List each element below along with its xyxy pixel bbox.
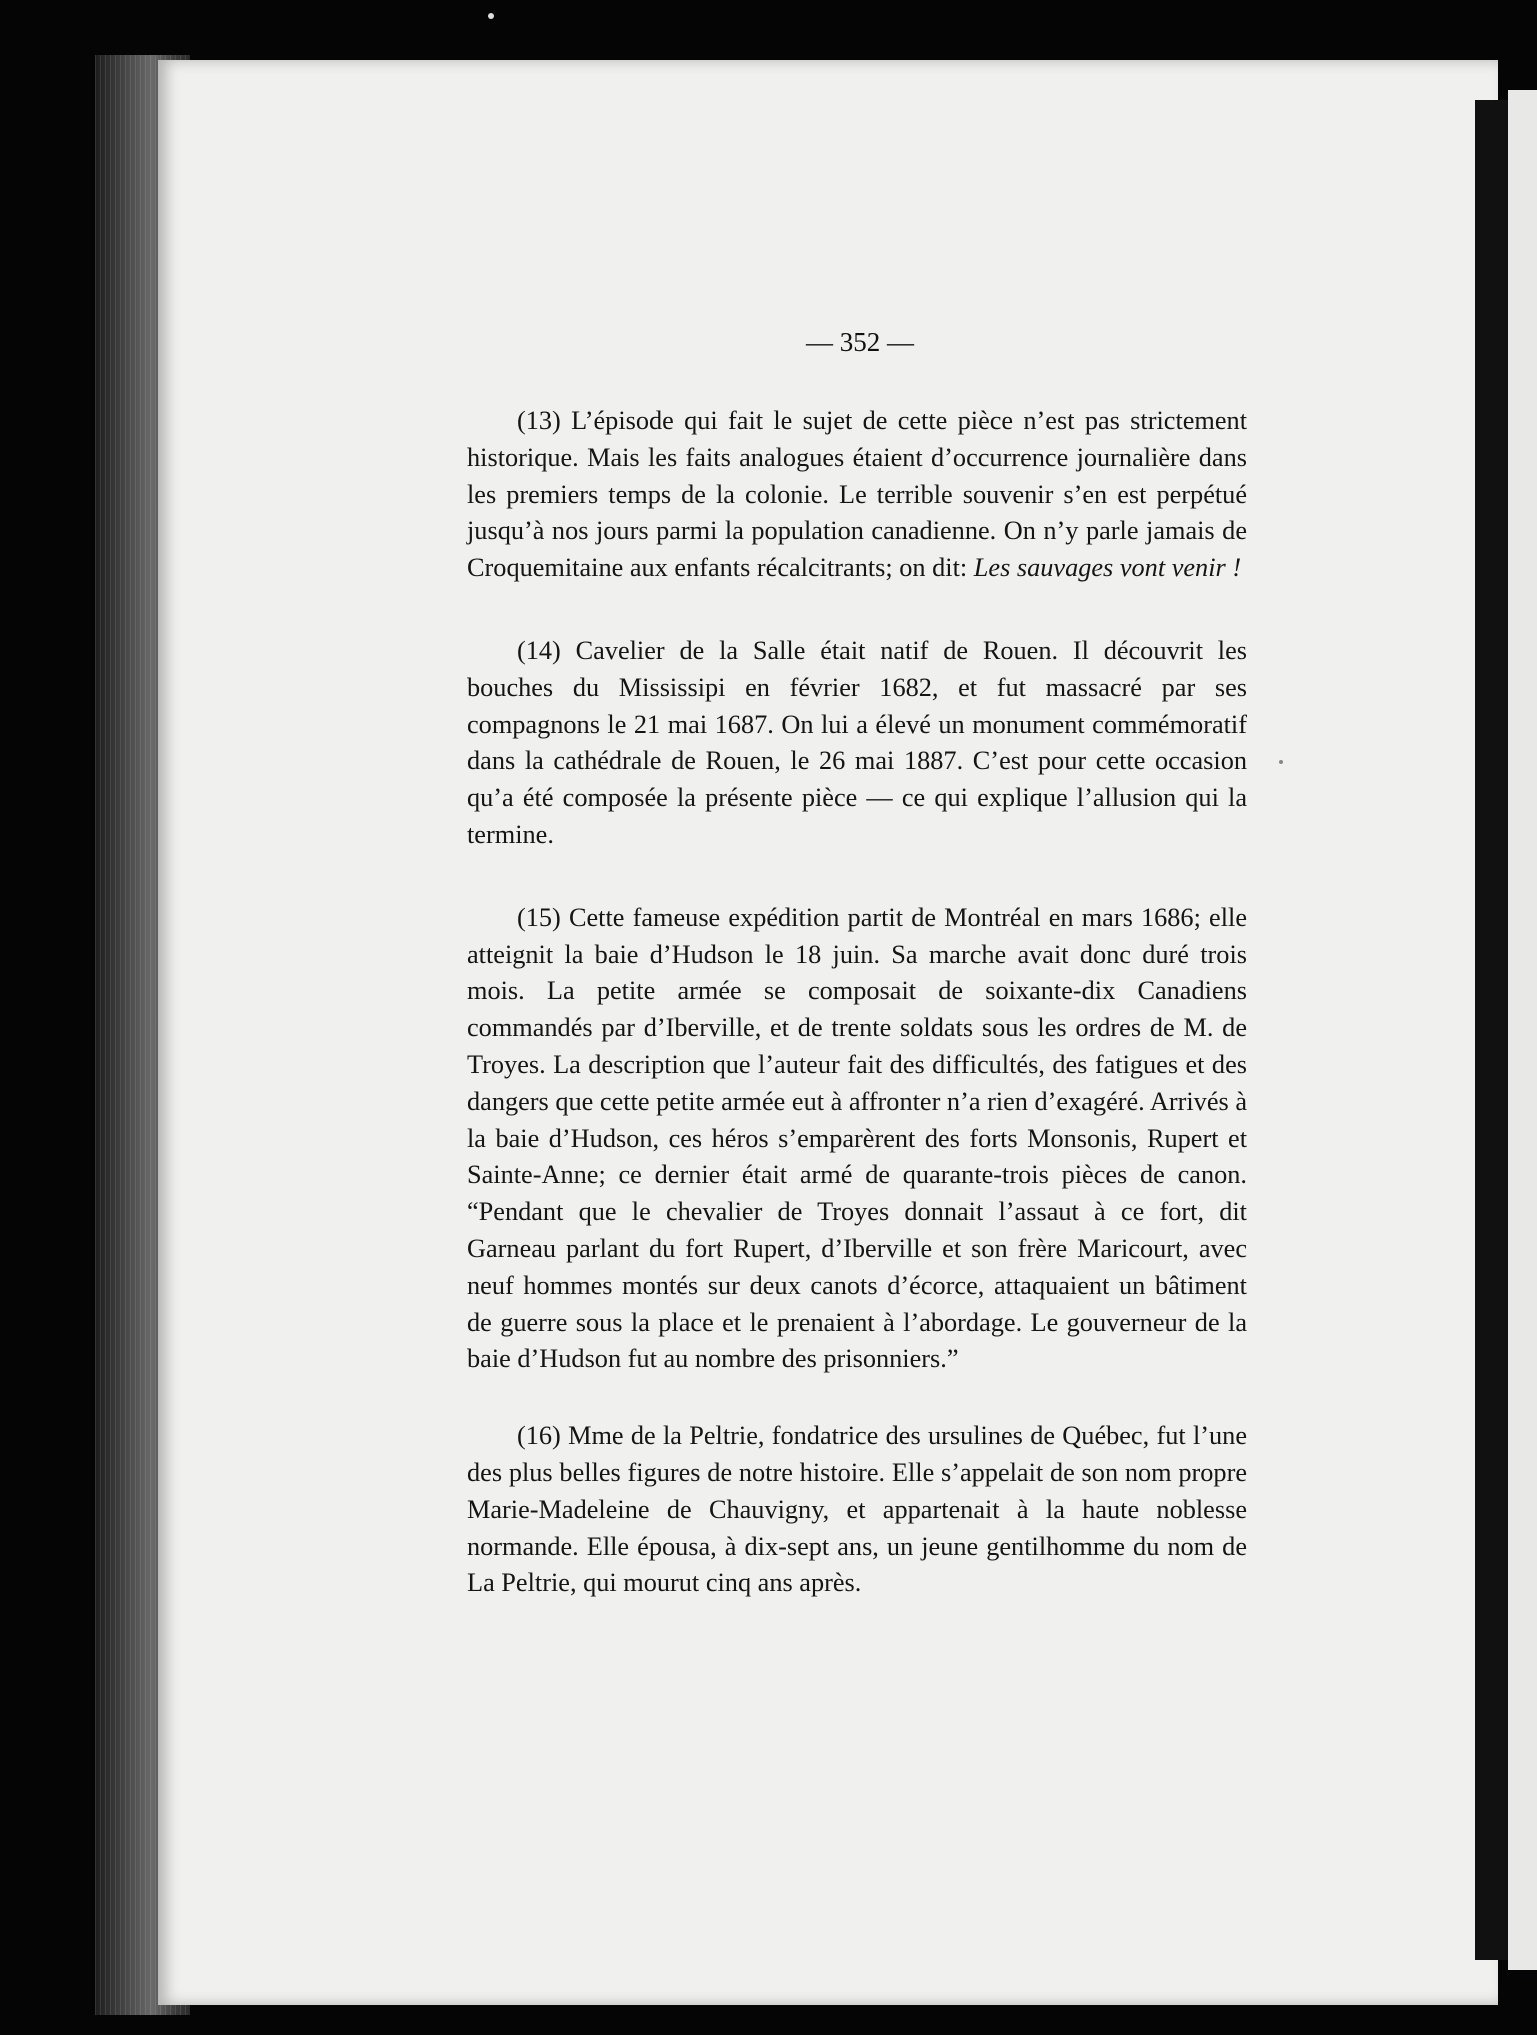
note-13-italic-quote: Les sauvages vont venir ! [973,553,1242,583]
note-14 [467,633,1247,854]
note-14-text: Cavelier de la Salle était natif de Rouen. Il découvrit les bouches du Mississipi en février 1682, et fut massacré par ses compagnons le 21 mai 1687. On lui a élevé un monument commémoratif dans la cathédrale de Rouen, le 26 mai 1887. C’est pour cette occasion qu’a été composée la présente pièce — ce qui explique l’allusion qui la termine. [467,635,1247,849]
scan-speck [488,13,494,19]
note-15-text: Cette fameuse expédition partit de Montréal en mars 1686; elle atteignit la baie d’Hudson le 18 juin. Sa marche avait donc duré trois mois. La petite armée se composait de soixante-dix Canadiens commandés par d’Iberville, et de trente soldats sous les ordres de M. de Troyes. La description que l’auteur fait des difficultés, des fatigues et des dangers que cette petite armée eut à affronter n’a rien d’exagéré. Arrivés à la baie d’Hudson, ces héros s’emparèrent des forts Monsonis, Rupert et Sainte-Anne; ce dernier était armé de quarante-trois pièces de canon. “Pendant que le chevalier de Troyes donnait l’assaut à ce fort, dit Garneau parlant du fort Rupert, d’Iberville et son frère Maricourt, avec neuf hommes montés sur deux canots d’écorce, attaquaient un bâtiment de guerre sous la place et le prenaient à l’abordage. Le gouverneur de la baie d’Hudson fut au nombre des prisonniers.” [467,902,1247,1374]
note-16-text: Mme de la Peltrie, fondatrice des ursulines de Québec, fut l’une des plus belles figures de notre histoire. Elle s’appelait de son nom propre Marie-Madeleine de Chauvigny, et appartenait à la haute noblesse normande. Elle épousa, à dix-sept ans, un jeune gentilhomme du nom de La Peltrie, qui mourut cinq ans après. [467,1421,1247,1598]
facing-page-edge [1508,90,1537,1970]
page-number: — 352 — [806,327,914,357]
note-13 [467,403,1247,587]
notes-body [467,403,1247,1602]
note-15-number: (15) [517,902,561,932]
note-15 [467,900,1247,1378]
note-16-number: (16) [517,1421,561,1451]
note-13-number: (13) [517,406,561,435]
note-13-text: L’épisode qui fait le sujet de cette pièce n’est pas strictement historique. Mais les faits analogues étaient d’occurrence journalière dans les premiers temps de la colonie. Le terrible souvenir s’en est perpétué jusqu’à nos jours parmi la population canadienne. On n’y parle jamais de Croquemitaine aux enfants récalcitrants; on dit: [467,406,1247,583]
note-14-number: (14) [517,635,561,665]
margin-speck [1279,760,1283,764]
note-16 [467,1418,1247,1602]
